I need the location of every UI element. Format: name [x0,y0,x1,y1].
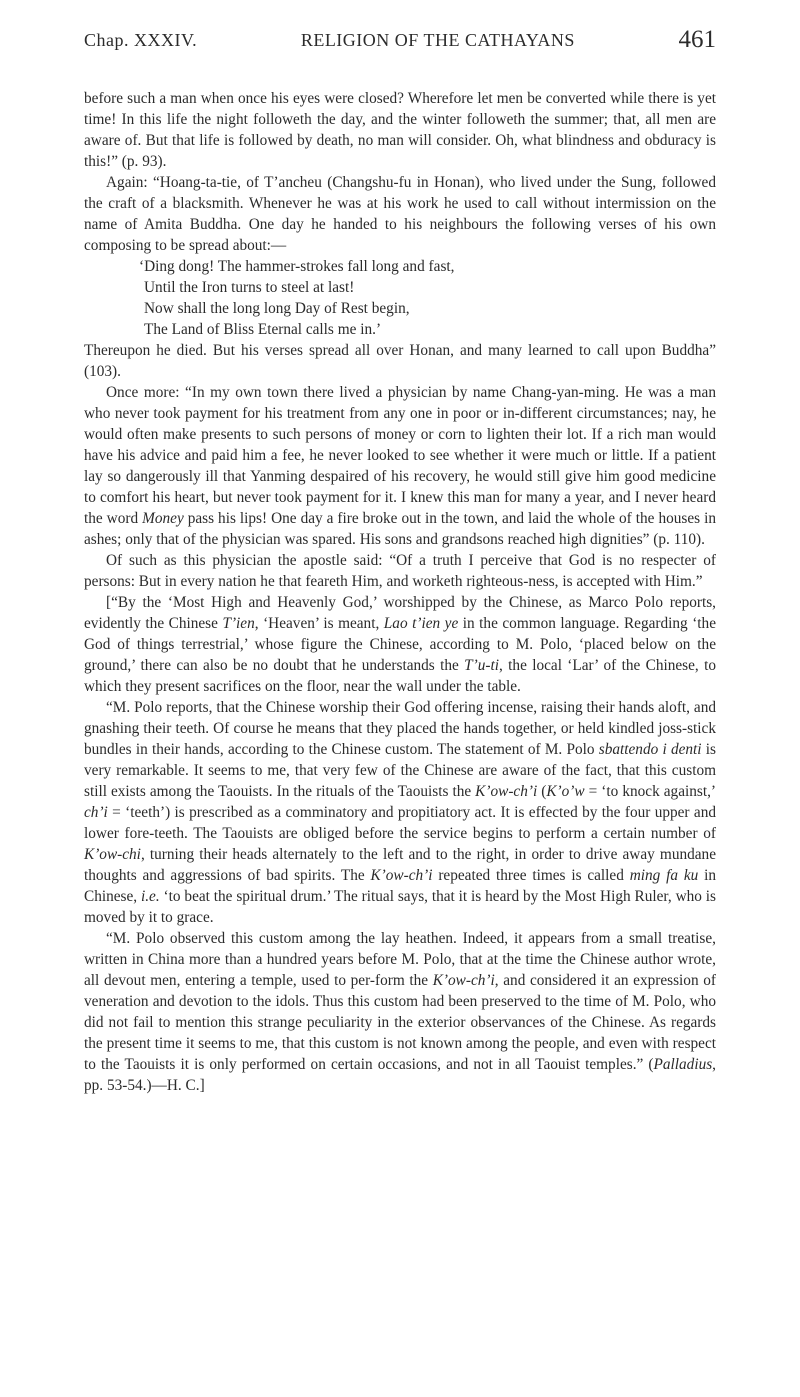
italic-run: ming fa ku [629,867,699,884]
italic-run: K’o’w [546,783,585,800]
text-run: = ‘to knock against,’ [584,783,716,800]
paragraph-4 [84,382,716,550]
text-run: “M. Polo observed this custom among the lay heathen. Indeed, it appears from a small treatise, written in China more than a hundred years before M. Polo, that at the time the Chinese author wrote, all devout men, entering a temple, used to per-form the [84,930,716,989]
paragraph-5: Of such as this physician the apostle said: “Of a truth I perceive that God is no respecter of persons: But in every nation he that feareth Him, and worketh righteous-ness, is accepted with Him.” [84,552,716,590]
italic-run: K’ow-ch’i [475,783,538,800]
paragraph-1: before such a man when once his eyes were closed? Wherefore let men be converted while there is yet time! In this life the night followeth the day, and the winter followeth the summer; that, all men are aware of. But that life is followed by death, no man will consider. Oh, what blindness and obduracy is this!” (p. 93). [84,90,716,170]
paragraph-6 [84,592,716,697]
italic-run: T’u-ti [464,657,499,674]
text-run: , turning their heads alternately to the left and to the right, in order to drive away mundane thoughts and aggressions of bad spirits. The [84,846,716,884]
text-run: , the local ‘Lar’ of the Chinese, to which they present sacrifices on the floor, near the wall under the table. [84,657,716,695]
text-run: in the common language. Regarding ‘the God of things terrestrial,’ whose figure the Chinese, according to M. Polo, ‘placed below on the ground,’ there can also be no doubt that he understands the [84,615,716,674]
verse-line-1: ‘Ding dong! The hammer-strokes fall long and fast, [139,258,455,275]
running-title: RELIGION OF THE CATHAYANS [300,29,575,50]
text-run: in Chinese, [84,867,716,905]
verse-line-2: Until the Iron turns to steel at last! [144,279,355,296]
text-run: is very remarkable. It seems to me, that very few of the Chinese are aware of the fact, that this custom still exists among the Taouists. In the rituals of the Taouists the [84,741,716,800]
chapter-label: Chap. XXXIV. [84,29,198,50]
italic-run: Lao t’ien ye [383,615,459,632]
italic-run: i.e. [140,888,160,905]
paragraph-4-part-a: Once more: “In my own town there lived a physician by name Chang-yan-ming. He was a man who never took payment for his treatment from any one in poor or in-different circumstances; nay, he would often make presents to such persons of money or corn to lighten their lot. If a rich man would have his advice and paid him a fee, he never looked to see whether it were much or little. If a patient lay so dangerously ill that Yanming despaired of his recovery, he would still give him good medicine to comfort his heart, but never took payment for it. I knew this man for many a year, and I never heard the word [84,384,716,527]
paragraph-3: Thereupon he died. But his verses spread all over Honan, and many learned to call upon Buddha” (103). [84,342,716,380]
text-run: , ‘Heaven’ is meant, [254,615,384,632]
body-text [84,88,716,1096]
italic-run: K’ow-ch’i [370,867,433,884]
text-run: “M. Polo reports, that the Chinese worship their God offering incense, raising their hands aloft, and gnashing their teeth. Of course he means that they placed the hands together, or held kindled joss-stick bundles in their hands, according to the Chinese custom. The statement of M. Polo [84,699,716,758]
text-run: , pp. 53-54.)—H. C.] [84,1056,716,1094]
text-run: , and considered it an expression of veneration and devotion to the idols. Thus this custom had been preserved to the time of M. Polo, who did not fail to mention this strange peculiarity in the exterior observances of the Chinese. As regards the present time it seems to me, that this custom is not known among the people, and even with respect to the Taouists it is only performed on certain occasions, and not in all Taouist temples.” ( [84,972,716,1073]
verse-line-4: The Land of Bliss Eternal calls me in.’ [144,321,382,338]
italic-run: T’ien [222,615,255,632]
text-run: ( [537,783,547,800]
text-run: ‘to beat the spiritual drum.’ The ritual says, that it is heard by the Most High Ruler, who is moved by it to grace. [84,888,716,926]
paragraph-2: Again: “Hoang-ta-tie, of T’ancheu (Changshu-fu in Honan), who lived under the Sung, followed the craft of a blacksmith. Whenever he was at his work he used to call without intermission on the name of Amita Buddha. One day he handed to his neighbours the following verses of his own composing to be spread about:— [84,174,716,254]
verse [139,256,716,340]
italic-run: K’ow-chi [84,846,141,863]
paragraph-4-part-b: pass his lips! One day a fire broke out in the town, and laid the whole of the houses in ashes; only that of the physician was spared. His sons and grandsons reached high dignities” (p. 110). [84,510,716,548]
italic-run: Palladius [653,1056,713,1073]
italic-run: ch’i [84,804,108,821]
word-money: Money [142,510,184,527]
text-run: = ‘teeth’) is prescribed as a comminatory and propitiatory act. It is effected by the four upper and lower fore-teeth. The Taouists are obliged before the service begins to perform a certain number of [84,804,716,842]
italic-run: sbattendo i denti [598,741,702,758]
text-run: [“By the ‘Most High and Heavenly God,’ worshipped by the Chinese, as Marco Polo reports, evidently the Chinese [84,594,716,632]
running-header [84,14,716,66]
italic-run: K’ow-ch’i [432,972,495,989]
paragraph-8 [84,928,716,1096]
verse-line-3: Now shall the long long Day of Rest begin, [144,300,410,317]
page-number: 461 [678,26,716,53]
paragraph-7 [84,697,716,928]
text-run: repeated three times is called [432,867,630,884]
